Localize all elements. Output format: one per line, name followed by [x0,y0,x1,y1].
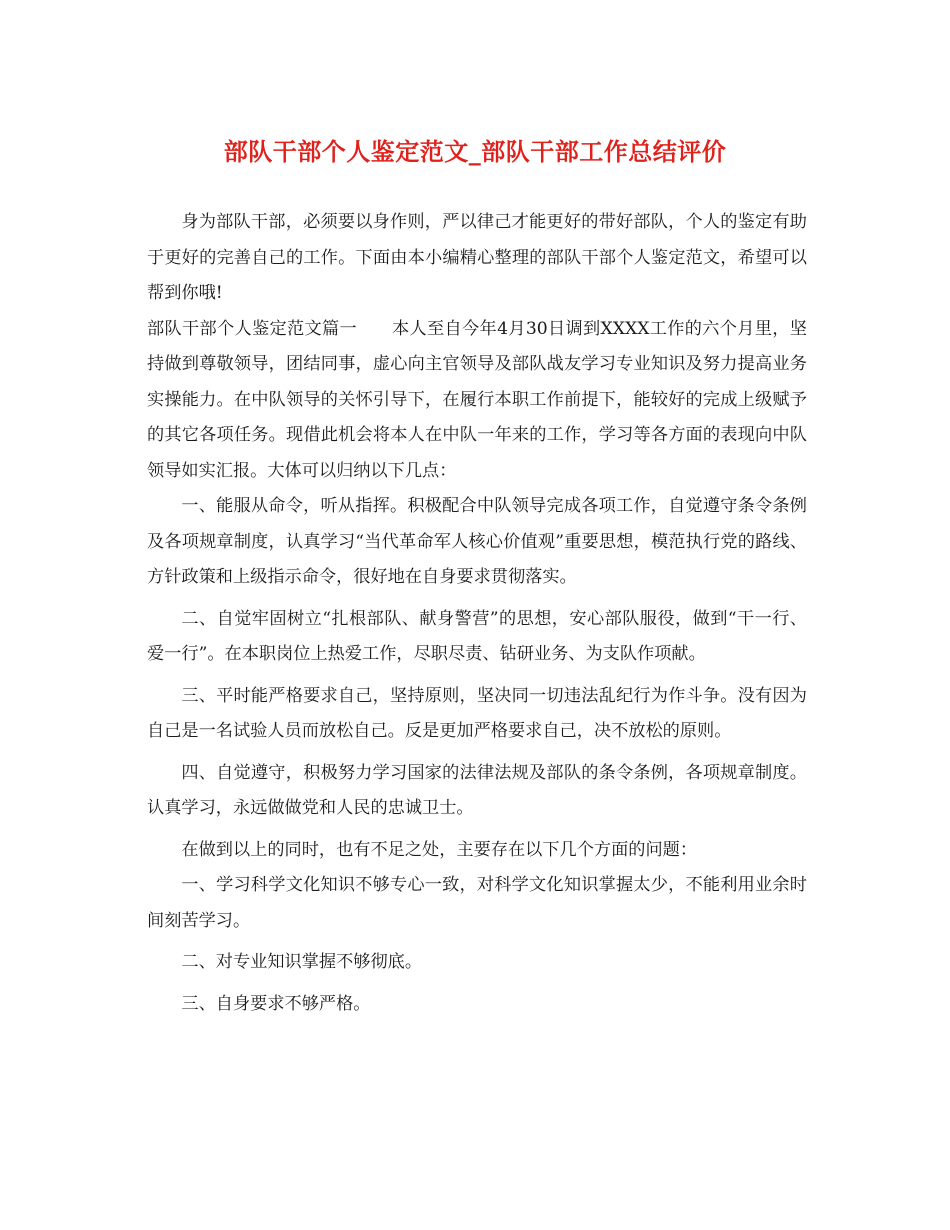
paragraph-shortcomings-intro: 在做到以上的同时，也有不足之处，主要存在以下几个方面的问题： [181,839,698,860]
paragraph-sample-one: 部队干部个人鉴定范文篇一 本人至自今年4月30日调到XXXX工作的六个月里，坚持做到尊敬领导，团结同事，虚心向主官领导及部队战友学习专业知识及努力提高业务实操能力。在中队领导的关怀引导下，在履行本职工作前提下，能较好的完成上级赋予的其它各项任务。现借此机会将本人在中队一年来的工作，学习等各方面的表现向中队领导如实汇报。大体可以归纳以下几点： [147,318,807,481]
paragraph-shortcoming-two: 二、对专业知识掌握不够彻底。 [181,952,423,972]
paragraph-point-two: 二、自觉牢固树立“扎根部队、献身警营”的思想，安心部队服役，做到“干一行、爱一行”。在本职岗位上热爱工作，尽职尽责、钻研业务、为支队作项献。 [147,608,807,664]
paragraph-shortcoming-three: 三、自身要求不够严格。 [181,993,371,1014]
paragraph-point-four: 四、自觉遵守，积极努力学习国家的法律法规及部队的条令条例，各项规章制度。认真学习，永远做做党和人民的忠诚卫士。 [147,762,807,818]
paragraph-intro: 身为部队干部，必须要以身作则，严以律己才能更好的带好部队，个人的鉴定有助于更好的完善自己的工作。下面由本小编精心整理的部队干部个人鉴定范文，希望可以帮到你哦! [147,212,807,303]
paragraph-point-three: 三、平时能严格要求自己，坚持原则，坚决同一切违法乱纪行为作斗争。没有因为自己是一名试验人员而放松自己。反是更加严格要求自己，决不放松的原则。 [147,685,807,741]
document-body [147,205,807,1022]
document-title: 部队干部个人鉴定范文_部队干部工作总结评价 [223,137,727,166]
paragraph-point-one: 一、能服从命令，听从指挥。积极配合中队领导完成各项工作，自觉遵守条令条例及各项规章制度，认真学习“当代革命军人核心价值观”重要思想，模范执行党的路线、方针政策和上级指示命令，很好地在自身要求贯彻落实。 [147,496,807,587]
paragraph-shortcoming-one: 一、学习科学文化知识不够专心一致，对科学文化知识掌握太少，不能利用业余时间刻苦学习。 [147,875,807,931]
